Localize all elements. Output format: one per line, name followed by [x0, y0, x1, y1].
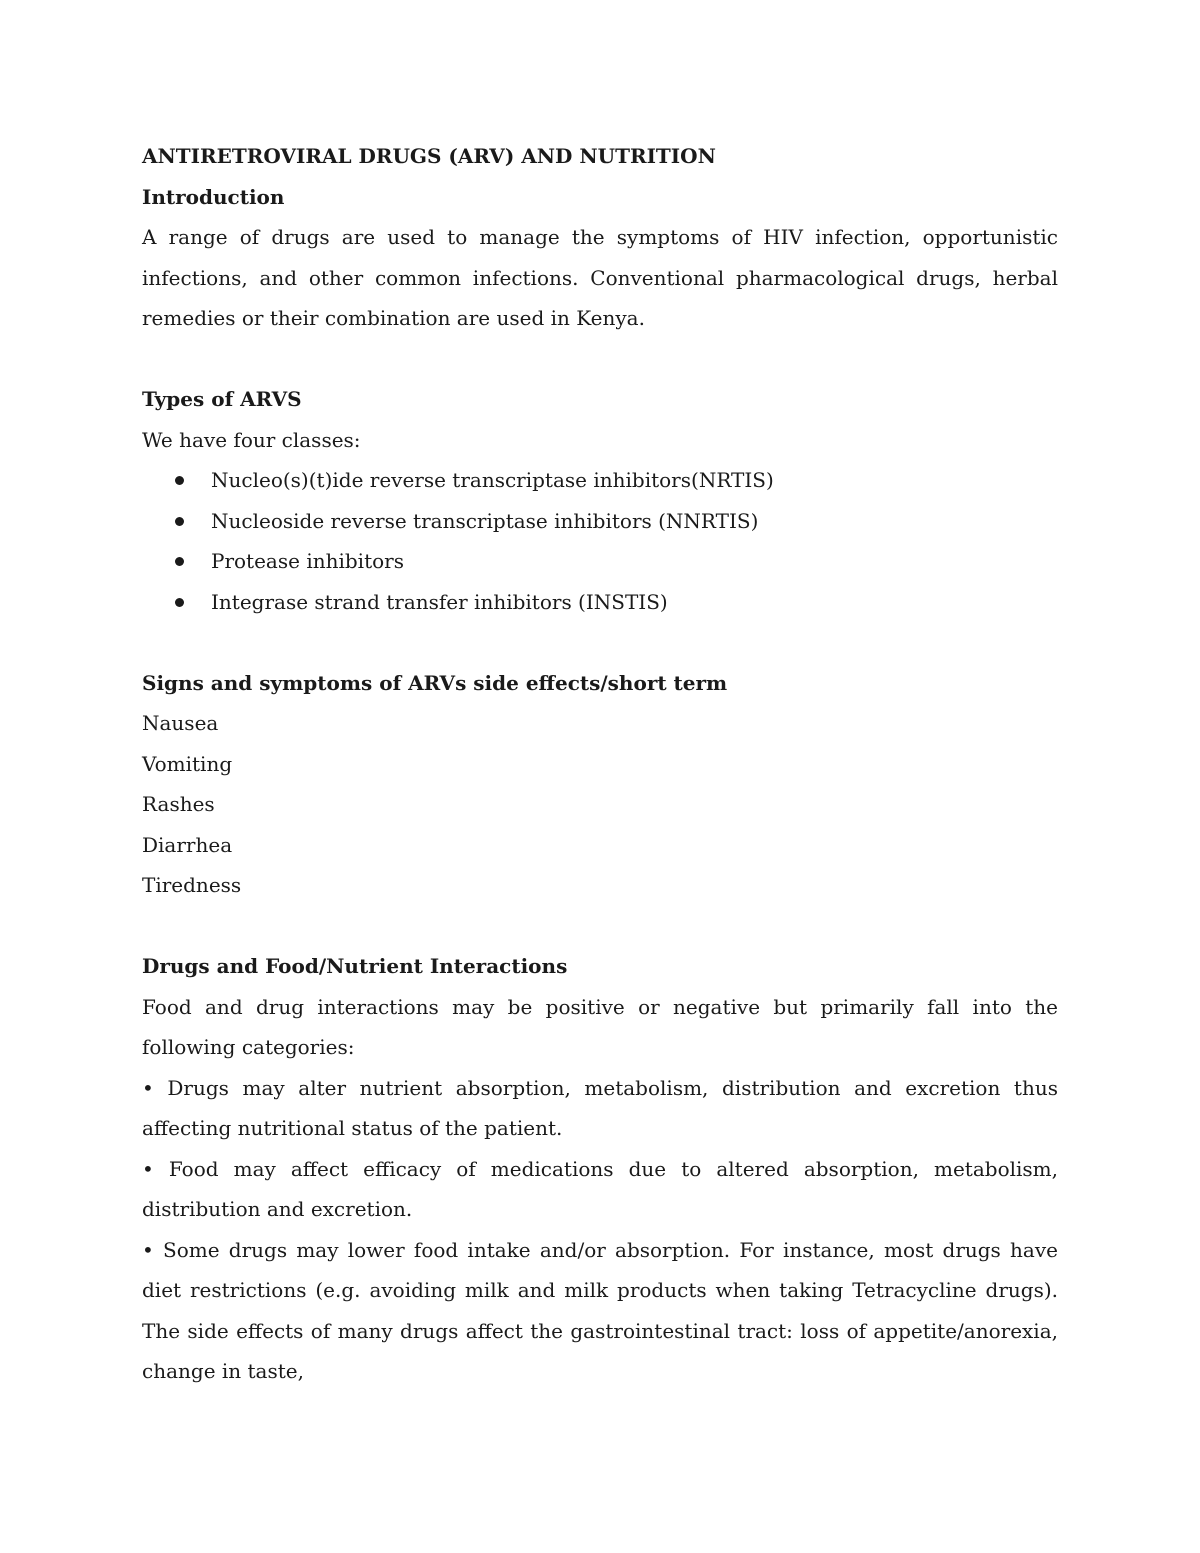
list-item-text: Nucleo(s)(t)ide reverse transcriptase inhibitors(NRTIS): [211, 468, 774, 492]
types-heading: Types of ARVS: [142, 387, 302, 411]
introduction-paragraph: A range of drugs are used to manage the symptoms of HIV infection, opportunistic infections, and other common infections. Conventional pharmacological drugs, herbal remedies or their combination are used in Kenya.: [142, 225, 1058, 330]
side-effect-item: Vomiting: [142, 751, 233, 776]
bullet-icon: [175, 557, 184, 566]
list-item: [142, 582, 1058, 623]
list-item-text: Nucleoside reverse transcriptase inhibitors (NNRTIS): [211, 508, 759, 533]
spacer: [142, 622, 1058, 663]
document-content: [142, 136, 1058, 1392]
interaction-point: • Drugs may alter nutrient absorption, metabolism, distribution and excretion thus affecting nutritional status of the patient.: [142, 1075, 1058, 1140]
list-item: [142, 460, 1058, 501]
list-item: [142, 541, 1058, 582]
interaction-point: • Some drugs may lower food intake and/or absorption. For instance, most drugs have diet restrictions (e.g. avoiding milk and milk products when taking Tetracycline drugs). The side effects of many drugs affect the gastrointestinal tract: loss of appetite/anorexia, change in taste,: [142, 1237, 1058, 1383]
spacer: [142, 906, 1058, 947]
document-title: ANTIRETROVIRAL DRUGS (ARV) AND NUTRITION: [142, 144, 716, 168]
bullet-icon: [175, 517, 184, 526]
list-item-text: Integrase strand transfer inhibitors (INSTIS): [211, 589, 668, 614]
arv-class-list: [142, 460, 1058, 622]
spacer: [142, 339, 1058, 380]
side-effects-list: [142, 703, 1058, 906]
side-effect-item: Diarrhea: [142, 832, 233, 857]
list-item-text: Protease inhibitors: [211, 549, 404, 573]
interactions-heading: Drugs and Food/Nutrient Interactions: [142, 954, 568, 978]
types-intro: We have four classes:: [142, 427, 361, 452]
bullet-icon: [175, 598, 184, 607]
bullet-icon: [175, 476, 184, 485]
side-effect-item: Nausea: [142, 711, 219, 735]
side-effects-heading: Signs and symptoms of ARVs side effects/short term: [142, 670, 728, 695]
side-effect-item: Tiredness: [142, 873, 242, 897]
list-item: [142, 501, 1058, 542]
side-effect-item: Rashes: [142, 792, 215, 816]
interactions-intro: Food and drug interactions may be positive or negative but primarily fall into the following categories:: [142, 994, 1058, 1059]
interaction-point: • Food may affect efficacy of medications due to altered absorption, metabolism, distribution and excretion.: [142, 1156, 1058, 1221]
introduction-heading: Introduction: [142, 184, 285, 209]
